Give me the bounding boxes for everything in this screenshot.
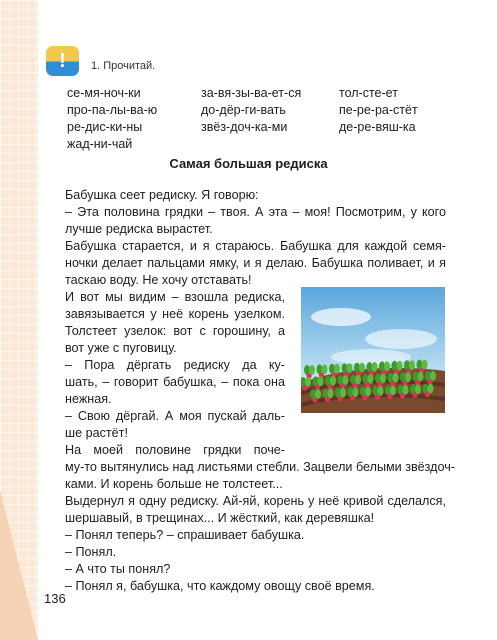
story-line: таскаю воду. Не хочу отставать!: [65, 273, 252, 287]
word-item: звёз-доч-ка-ми: [201, 120, 288, 134]
story-line-final: – Понял я, бабушка, что каждому овощу своё время.: [65, 579, 375, 593]
story-line: На моей половине грядки поче-: [65, 443, 285, 457]
exclamation-icon: !: [46, 46, 79, 76]
story-line: – Понял.: [65, 545, 117, 559]
word-item: до-дёр-ги-вать: [201, 103, 286, 117]
story-line: завязывается у неё корень узелком.: [65, 307, 285, 321]
word-item: про-па-лы-ва-ю: [67, 103, 158, 117]
word-item: де-ре-вяш-ка: [339, 120, 416, 134]
story-line: Выдернул я одну редиску. Ай-яй, корень у неё кривой сделался,: [65, 494, 446, 508]
word-item: пе-ре-ра-стёт: [339, 103, 418, 117]
word-item: за-вя-зы-ва-ет-ся: [201, 86, 302, 100]
story-line: шать, – говорит бабушка, – пока она: [65, 375, 285, 389]
story-line: Толстеет узелок: вот с горошину, а: [65, 324, 285, 338]
story-line: лучше редиска вырастет.: [65, 222, 213, 236]
story-line: – Свою дёргай. А моя пускай даль-: [65, 409, 285, 423]
story-line: му-то вытянулись над листьями стебли. Зацвели белыми звёздоч-: [65, 460, 455, 474]
story-line: Бабушка сеет редиску. Я говорю:: [65, 188, 259, 202]
task-label: 1. Прочитай.: [91, 60, 156, 72]
story-title: Самая большая редиска: [169, 156, 328, 171]
story-line: шершавый, в трещинах... И жёсткий, как деревяшка!: [65, 511, 375, 525]
story-line: ками. И корень больше не толстеет...: [65, 477, 283, 491]
word-item: ре-дис-ки-ны: [67, 120, 143, 134]
story-line: вот уже с пуговицу.: [65, 341, 177, 355]
word-item: се-мя-ноч-ки: [67, 86, 141, 100]
story-line: – Пора дёргать редиску да ку-: [65, 358, 285, 372]
story-line: ше растёт!: [65, 426, 128, 440]
story-line: И вот мы видим – взошла редиска,: [65, 290, 285, 304]
word-item: тол-сте-ет: [339, 86, 398, 100]
radish-garden-image: [301, 287, 445, 413]
story-line: – Понял теперь? – спрашивает бабушка.: [65, 528, 305, 542]
page-number: 136: [44, 591, 66, 606]
story-line: Бабушка старается, и я стараюсь. Бабушка для каждой семя-: [65, 239, 446, 253]
word-item: жад-ни-чай: [67, 137, 133, 151]
story-line: – А что ты понял?: [65, 562, 171, 576]
story-line: – Эта половина грядки – твоя. А эта – моя! Посмотрим, у кого: [65, 205, 446, 219]
story-line: ночки делает пальцами ямку, и я делаю. Бабушка поливает, и я: [65, 256, 446, 270]
decorative-margin-strip: [0, 0, 38, 640]
story-line: нежная.: [65, 392, 112, 406]
